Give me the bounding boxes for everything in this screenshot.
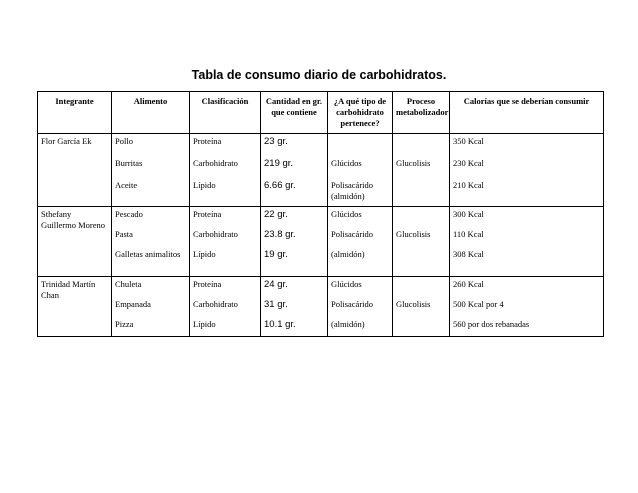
alimento-item: Chuleta (115, 279, 142, 289)
cantidad-item: 23 gr. (264, 136, 288, 147)
header-alimento: Alimento (112, 92, 190, 134)
clasificacion-cell (190, 277, 261, 337)
clasificacion-item: Proteína (193, 209, 222, 219)
calorias-cell (450, 134, 604, 207)
alimento-cell (112, 277, 190, 337)
carbohydrate-table (37, 91, 604, 337)
document-title: Tabla de consumo diario de carbohidratos. (191, 68, 447, 82)
tipo-cell (328, 207, 393, 277)
tipo-item: Polisacárido (331, 299, 374, 309)
calorias-item: 500 Kcal por 4 (453, 299, 504, 309)
header-cantidad: Cantidad en gr. que contiene (261, 92, 328, 134)
cantidad-item: 24 gr. (264, 279, 288, 290)
calorias-item: 308 Kcal (453, 249, 484, 259)
calorias-item: 350 Kcal (453, 136, 484, 146)
table-row (38, 134, 604, 207)
clasificacion-cell (190, 207, 261, 277)
alimento-cell (112, 134, 190, 207)
tipo-item: (almidón) (331, 319, 365, 329)
clasificacion-item: Carbohidrato (193, 158, 238, 168)
alimento-item: Pollo (115, 136, 133, 146)
alimento-item: Pasta (115, 229, 133, 239)
alimento-item: Burritas (115, 158, 143, 168)
table-row (38, 277, 604, 337)
cantidad-item: 6.66 gr. (264, 180, 296, 191)
calorias-item: 210 Kcal (453, 180, 484, 190)
proceso-item: Glucolisis (396, 299, 431, 309)
calorias-item: 300 Kcal (453, 209, 484, 219)
clasificacion-item: Carbohidrato (193, 229, 238, 239)
alimento-cell (112, 207, 190, 277)
calorias-item: 230 Kcal (453, 158, 484, 168)
proceso-item: Glucolisis (396, 158, 431, 168)
clasificacion-cell (190, 134, 261, 207)
header-calorias: Calorías que se deberían consumir (450, 92, 604, 134)
calorias-item: 560 por dos rebanadas (453, 319, 530, 329)
cantidad-item: 219 gr. (264, 158, 294, 169)
clasificacion-item: Lípido (193, 319, 216, 329)
alimento-item: Empanada (115, 299, 151, 309)
proceso-cell (393, 134, 450, 207)
calorias-item: 260 Kcal (453, 279, 484, 289)
alimento-item: Pizza (115, 319, 134, 329)
alimento-item: Galletas animalitos (115, 249, 181, 259)
tipo-cell (328, 277, 393, 337)
header-row (38, 92, 604, 134)
proceso-cell (393, 277, 450, 337)
cantidad-cell (261, 277, 328, 337)
cantidad-item: 22 gr. (264, 209, 288, 220)
cantidad-item: 19 gr. (264, 249, 288, 260)
calorias-cell (450, 207, 604, 277)
integrante-cell: Flor García Ek (38, 134, 112, 207)
alimento-item: Pescado (115, 209, 143, 219)
integrante-cell: Sthefany Guillermo Moreno (38, 207, 112, 277)
cantidad-cell (261, 207, 328, 277)
clasificacion-item: Proteína (193, 136, 222, 146)
calorias-item: 110 Kcal (453, 229, 484, 239)
cantidad-item: 31 gr. (264, 299, 288, 310)
alimento-item: Aceite (115, 180, 138, 190)
header-proceso: Proceso metabolizador (393, 92, 450, 134)
cantidad-item: 10.1 gr. (264, 319, 296, 330)
clasificacion-item: Lípido (193, 249, 216, 259)
tipo-cell (328, 134, 393, 207)
tipo-item: Polisacárido (almidón) (331, 180, 374, 201)
header-clasificacion: Clasificación (190, 92, 261, 134)
cantidad-cell (261, 134, 328, 207)
tipo-item: Glúcidos (331, 279, 362, 289)
header-integrante: Integrante (38, 92, 112, 134)
calorias-cell (450, 277, 604, 337)
tipo-item: Glúcidos (331, 158, 362, 168)
proceso-cell (393, 207, 450, 277)
clasificacion-item: Carbohidrato (193, 299, 238, 309)
integrante-cell: Trinidad Martín Chan (38, 277, 112, 337)
tipo-item: (almidón) (331, 249, 365, 259)
tipo-item: Glúcidos (331, 209, 362, 219)
cantidad-item: 23.8 gr. (264, 229, 296, 240)
table-row (38, 207, 604, 277)
tipo-item: Polisacárido (331, 229, 374, 239)
clasificacion-item: Proteína (193, 279, 222, 289)
proceso-item: Glucolisis (396, 229, 431, 239)
clasificacion-item: Lípido (193, 180, 216, 190)
header-tipo: ¿A qué tipo de carbohidrato pertenece? (328, 92, 393, 134)
